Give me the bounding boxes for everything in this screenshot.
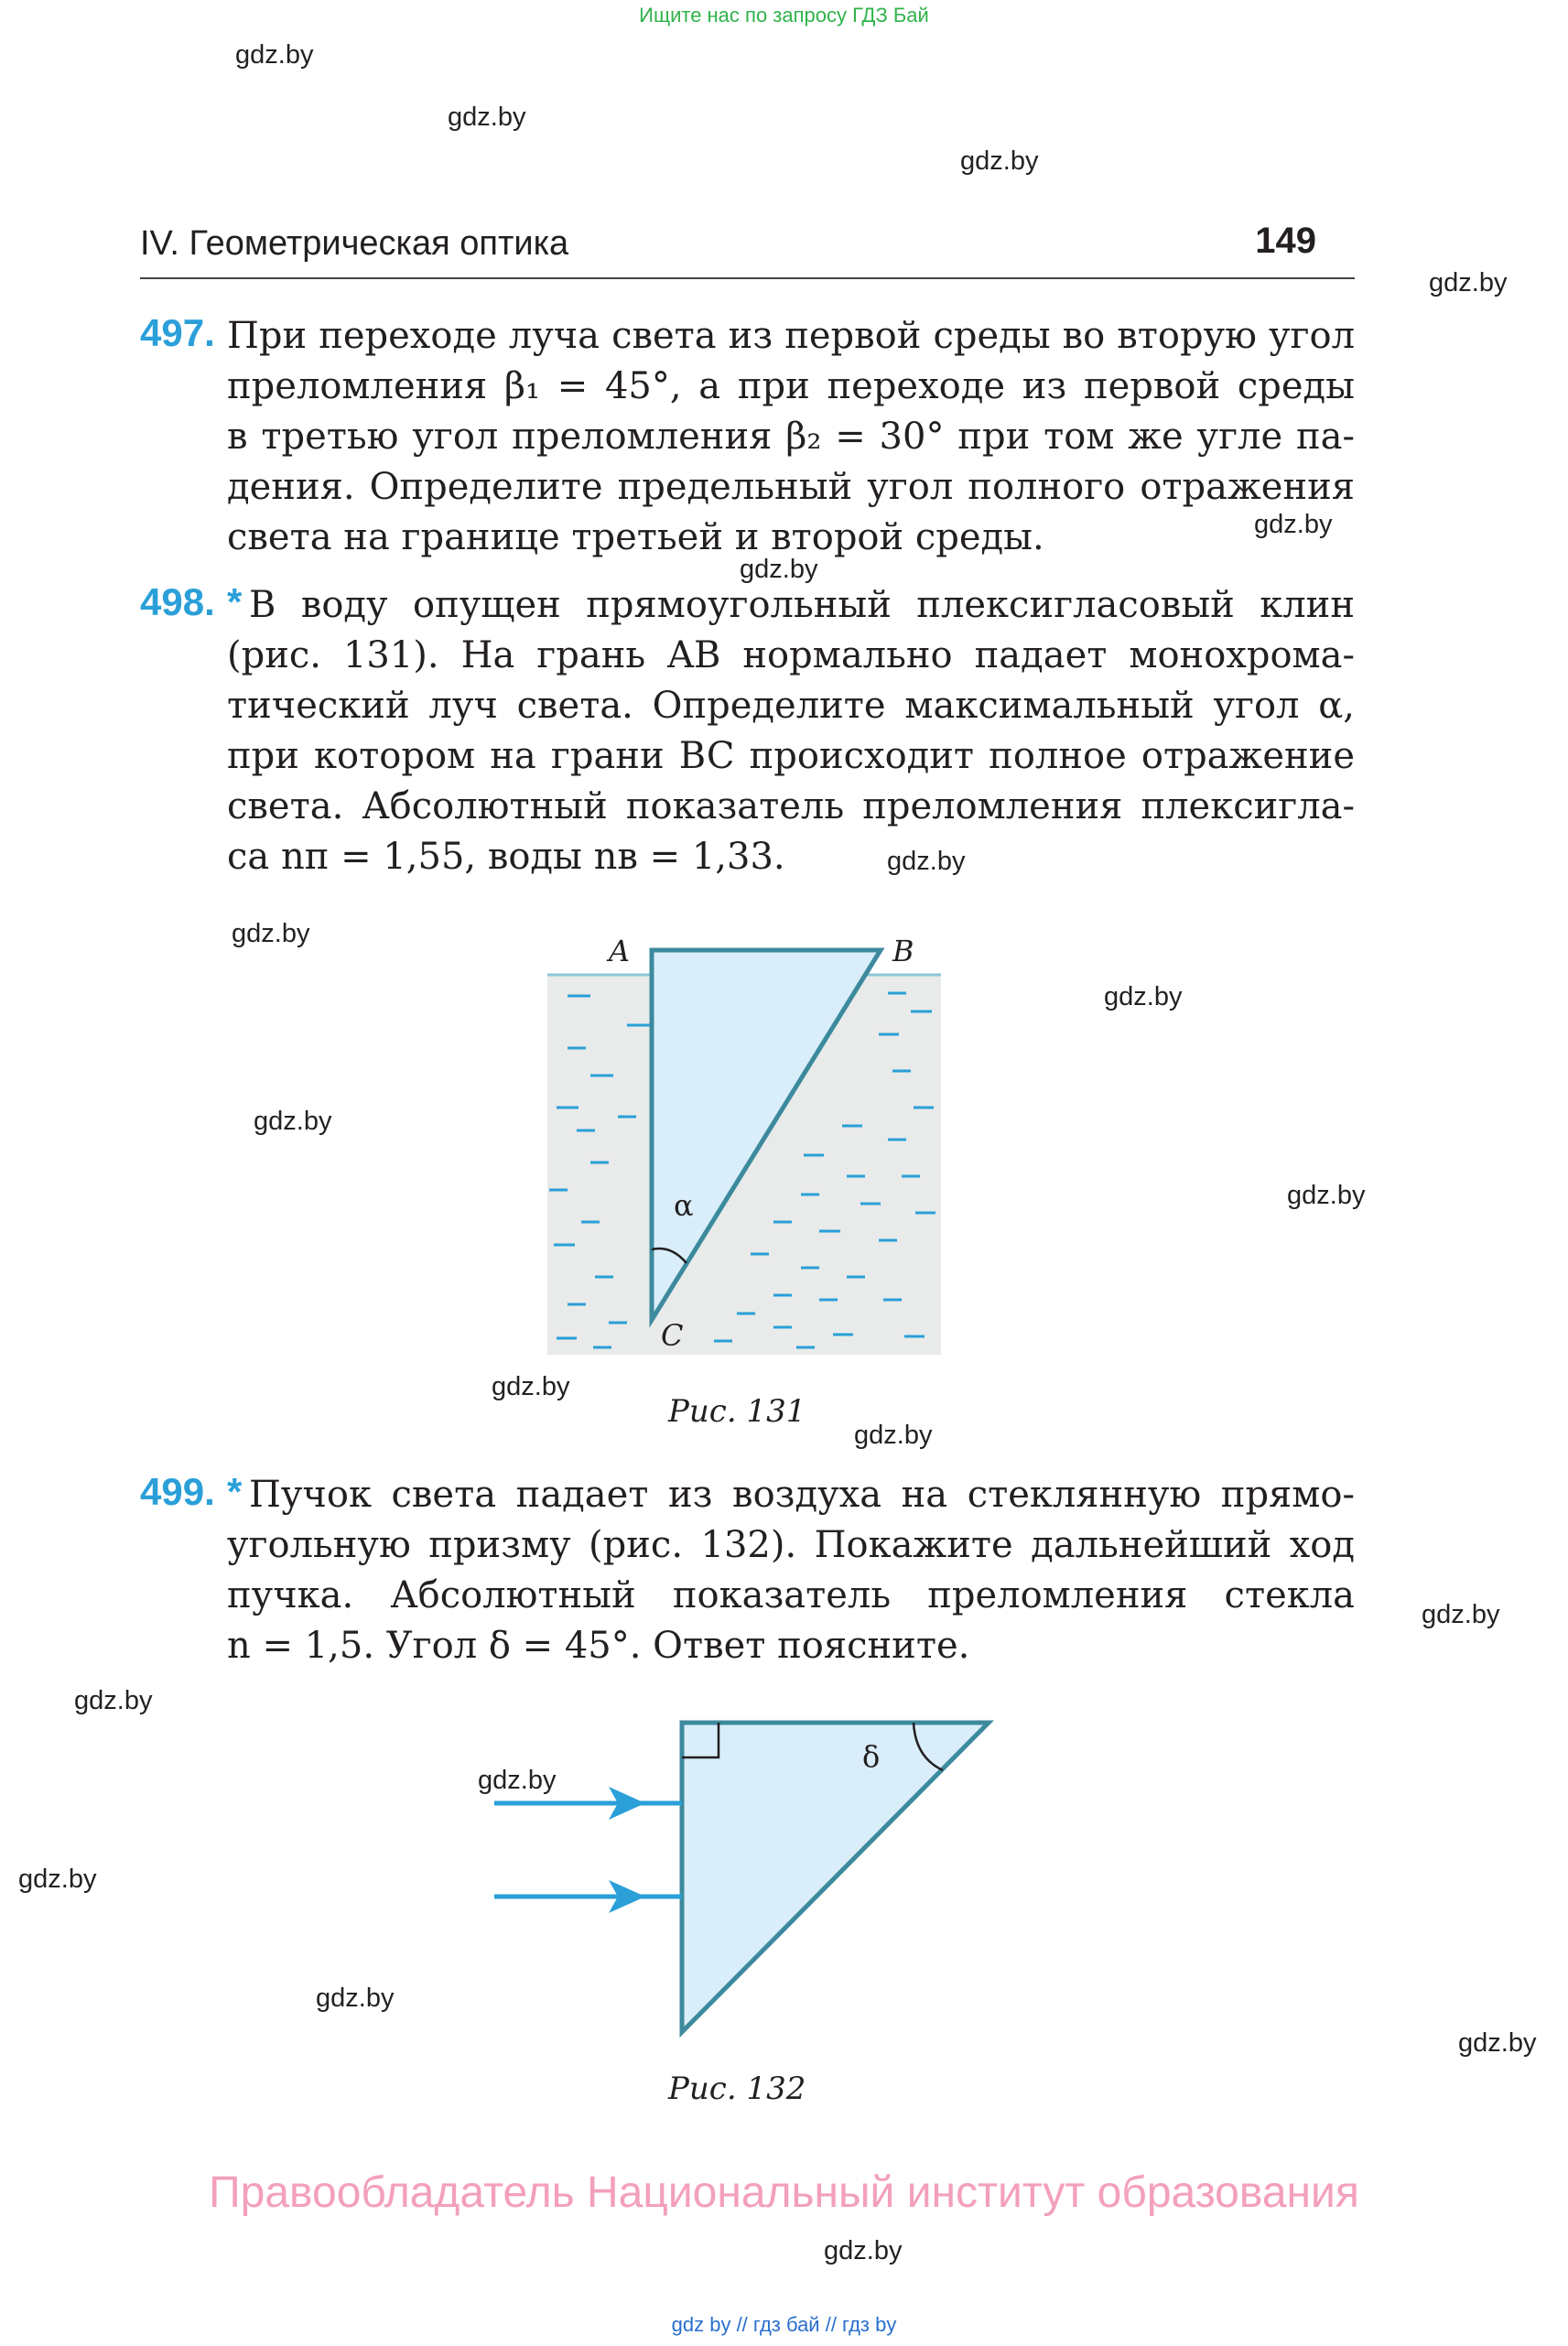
watermark: gdz.by [1287, 1181, 1366, 1210]
problem-number: 499. [140, 1470, 215, 1513]
figure-132 [485, 1703, 1007, 2041]
watermark: gdz.by [854, 1421, 933, 1450]
top-banner[interactable]: Ищите нас по запросу ГДЗ Бай [639, 4, 929, 27]
watermark: gdz.by [824, 2236, 903, 2265]
watermark: gdz.by [235, 40, 314, 70]
problem-text-line: n = 1,5. Угол δ = 45°. Ответ поясните. [227, 1625, 970, 1667]
problem-text-line: преломления β₁ = 45°, а при переходе из первой среды [227, 365, 1355, 407]
watermark: gdz.by [478, 1766, 557, 1795]
problem-text-line: тический луч света. Определите максимальный угол α, [227, 685, 1355, 727]
watermark: gdz.by [492, 1372, 570, 1401]
problem-text-line: света на границе третьей и второй среды. [227, 516, 1044, 558]
label-c: C [661, 1318, 684, 1353]
label-b: B [892, 934, 914, 968]
watermark: gdz.by [740, 555, 818, 584]
incident-beam [494, 1787, 682, 1913]
problem-text-line: угольную призму (рис. 132). Покажите дальнейший ход [227, 1524, 1355, 1566]
figure-caption: Рис. 131 [668, 1393, 806, 1430]
page-header [140, 221, 1355, 279]
watermark: gdz.by [18, 1865, 97, 1894]
problem-text-line: в третью угол преломления β₂ = 30° при том же угле па- [227, 416, 1355, 458]
problem-star: * [227, 1470, 243, 1513]
watermark: gdz.by [1104, 982, 1183, 1011]
problem-text-line: При переходе луча света из первой среды во вторую угол [227, 315, 1355, 357]
watermark: gdz.by [1458, 2028, 1537, 2058]
label-a: A [609, 934, 631, 968]
problem-text-line: са nп = 1,55, воды nв = 1,33. [227, 836, 785, 878]
problem-number: 498. [140, 580, 215, 623]
problem-text-line: (рис. 131). На грань AB нормально падает монохрома- [227, 634, 1355, 676]
chapter-title: IV. Геометрическая оптика [140, 224, 569, 263]
footer-links[interactable]: gdz by // гдз бай // гдз by [671, 2313, 897, 2336]
watermark: gdz.by [74, 1686, 153, 1715]
watermark: gdz.by [232, 919, 310, 948]
problem-star: * [227, 580, 243, 623]
copyright-notice: Правообладатель Национальный институт образования [209, 2168, 1359, 2217]
watermark: gdz.by [960, 146, 1039, 176]
problem-text-line: при котором на грани BC происходит полное отражение [227, 735, 1355, 777]
watermark: gdz.by [254, 1107, 332, 1136]
problem-text-line: света. Абсолютный показатель преломления плексигла- [227, 785, 1355, 827]
problem-text-line: дения. Определите предельный угол полного отражения [227, 466, 1355, 508]
problem-text-line: В воду опущен прямоугольный плексигласовый клин [249, 584, 1355, 626]
label-alpha: α [674, 1188, 694, 1223]
watermark: gdz.by [887, 847, 966, 876]
problem-text-line: Пучок света падает из воздуха на стеклянную прямо- [249, 1474, 1355, 1516]
watermark: gdz.by [1429, 268, 1508, 297]
page-number: 149 [1255, 221, 1316, 261]
figure-131 [540, 924, 952, 1364]
watermark: gdz.by [316, 1984, 395, 2013]
problem-number: 497. [140, 311, 215, 354]
problem-text-line: пучка. Абсолютный показатель преломления стекла [227, 1574, 1355, 1616]
watermark: gdz.by [1422, 1600, 1500, 1629]
watermark: gdz.by [1254, 510, 1333, 539]
label-delta: δ [862, 1739, 881, 1774]
figure-caption: Рис. 132 [668, 2070, 806, 2107]
watermark: gdz.by [448, 103, 526, 132]
